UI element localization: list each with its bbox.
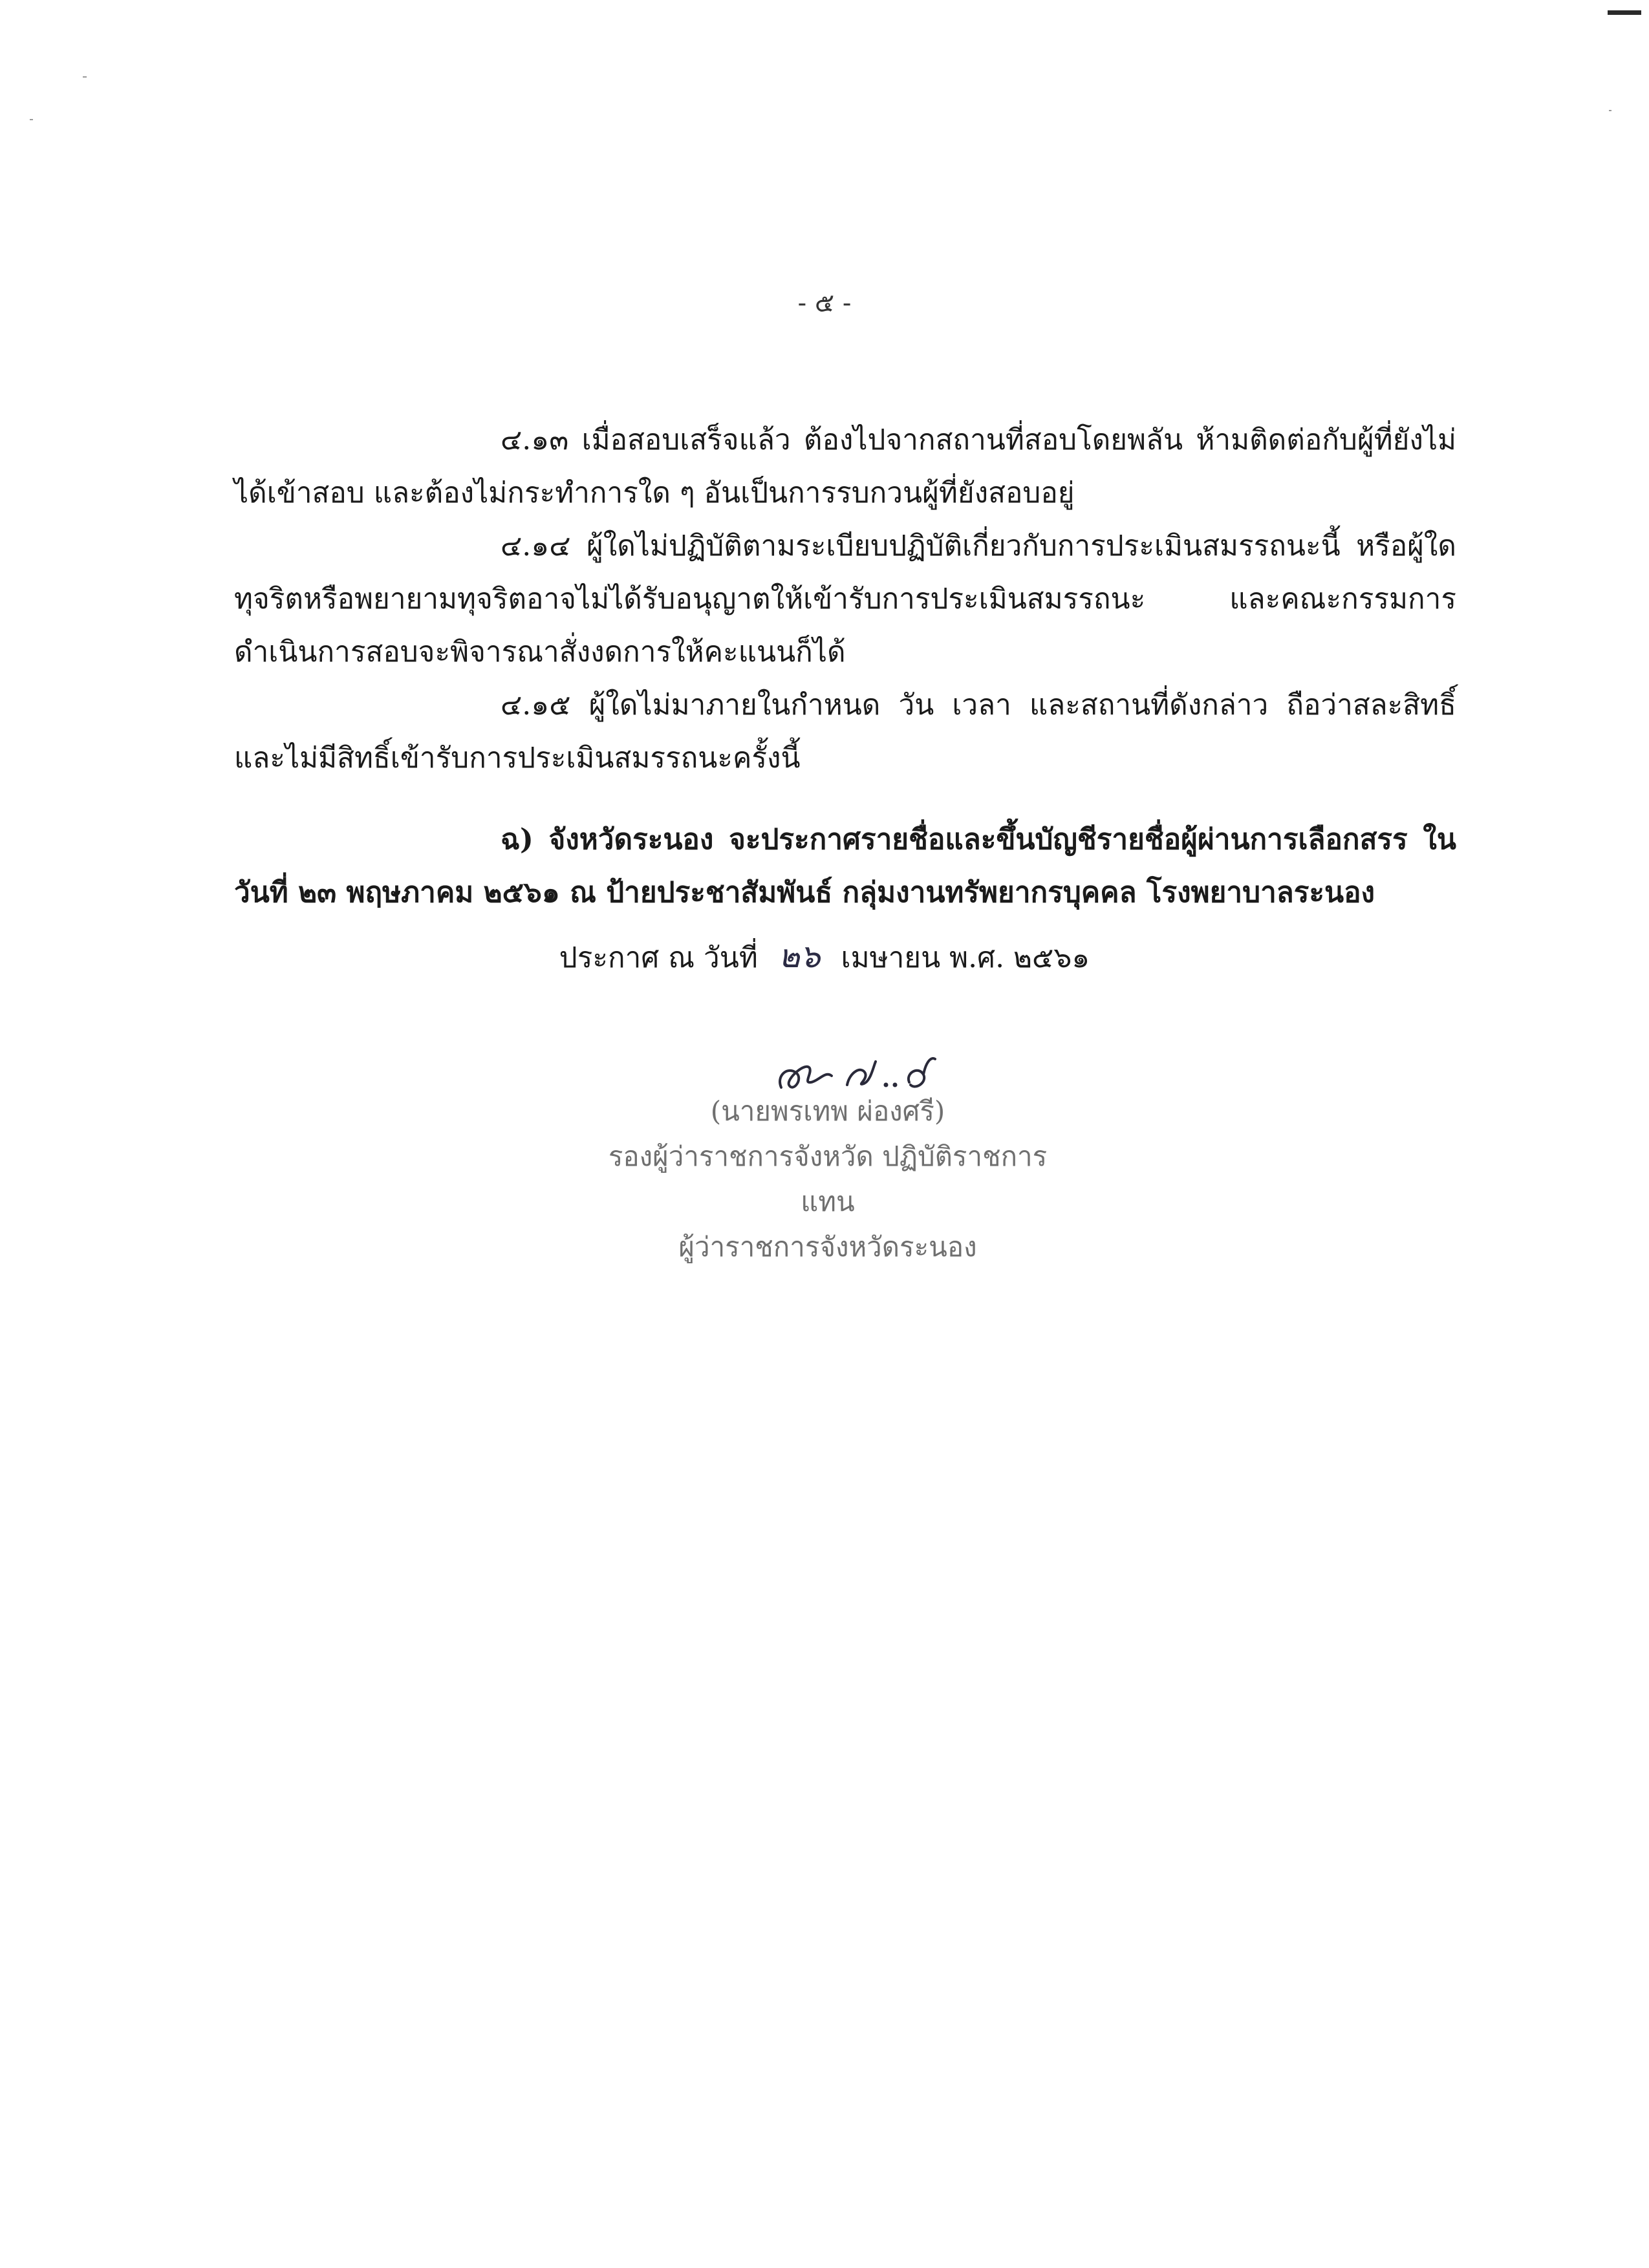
document-body (234, 414, 1456, 919)
signature-block (582, 1089, 1073, 1270)
issue-month-year: เมษายน พ.ศ. ๒๕๖๑ (841, 941, 1090, 974)
scan-speck (1609, 110, 1611, 111)
clause-number: ๔.๑๕ (501, 689, 571, 722)
scan-speck (30, 119, 33, 120)
scan-edge-mark (1608, 10, 1641, 15)
clause-number: ๔.๑๔ (501, 530, 571, 562)
issue-date-prefix: ประกาศ ณ วันที่ (559, 941, 758, 974)
clause-number: ๔.๑๓ (501, 423, 569, 456)
signatory-name: (นายพรเทพ ผ่องศรี) (710, 1095, 945, 1127)
clause-4-14 (234, 520, 1456, 679)
clause-text: ผู้ใดไม่ปฏิบัติตามระเบียบปฏิบัติเกี่ยวกับการประเมินสมรรถนะนี้ หรือผู้ใดทุจริตหรือพยายามทุจริตอาจไม่ได้รับอนุญาตให้เข้ารับการประเมินสมรรถนะ และคณะกรรมการดำเนินการสอบจะพิจารณาสั่งงดการให้คะแนนก็ได้ (234, 530, 1456, 669)
results-announcement: ฉ) จังหวัดระนอง จะประกาศรายชื่อและขึ้นบัญชีรายชื่อผู้ผ่านการเลือกสรร ในวันที่ ๒๓ พฤษภาคม ๒๕๖๑ ณ ป้ายประชาสัมพันธ์ กลุ่มงานทรัพยากรบุคคล โรงพยาบาลระนอง (234, 823, 1456, 909)
clause-4-15 (234, 679, 1456, 785)
clause-text: เมื่อสอบเสร็จแล้ว ต้องไปจากสถานที่สอบโดยพลัน ห้ามติดต่อกับผู้ที่ยังไม่ได้เข้าสอบ และต้องไม่กระทำการใด ๆ อันเป็นการรบกวนผู้ที่ยังสอบอยู่ (234, 423, 1456, 509)
issue-date-line (0, 931, 1649, 982)
clause-4-13 (234, 414, 1456, 520)
page-number: - ๕ - (797, 288, 852, 318)
issue-day-handwritten: ๒๖ (778, 937, 821, 975)
signatory-position: รองผู้ว่าราชการจังหวัด ปฏิบัติราชการแทน (608, 1140, 1048, 1217)
scan-speck (83, 76, 87, 78)
clause-text: ผู้ใดไม่มาภายในกำหนด วัน เวลา และสถานที่ดังกล่าว ถือว่าสละสิทธิ์ และไม่มีสิทธิ์เข้ารับการประเมินสมรรถนะครั้งนี้ (234, 689, 1456, 775)
signatory-office: ผู้ว่าราชการจังหวัดระนอง (678, 1231, 977, 1263)
